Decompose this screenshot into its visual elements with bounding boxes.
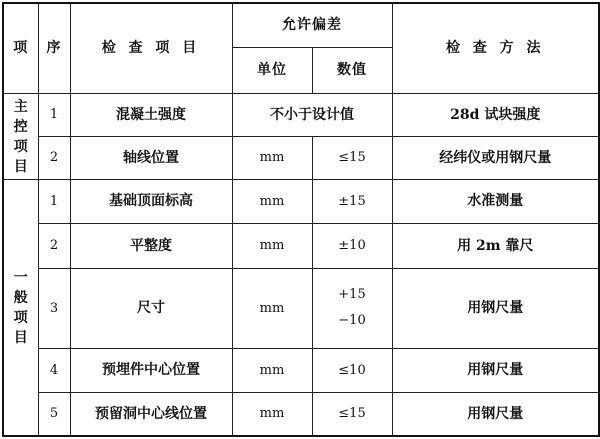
row-unit: mm xyxy=(232,180,312,224)
row-value: ≤10 xyxy=(312,349,392,393)
header-value: 数值 xyxy=(312,47,392,93)
table-row xyxy=(3,393,599,436)
header-check-item: 检 查 项 目 xyxy=(70,3,232,93)
header-unit: 单位 xyxy=(232,47,312,93)
row-item: 预埋件中心位置 xyxy=(70,349,232,393)
table-row xyxy=(3,93,599,136)
row-value-lower: −10 xyxy=(338,313,366,329)
row-seq: 4 xyxy=(38,349,70,393)
group-main-char: 主 xyxy=(13,98,28,115)
row-value-range xyxy=(312,268,392,348)
row-seq: 2 xyxy=(38,137,70,180)
table-row xyxy=(3,349,599,393)
row-method: 经纬仪或用钢尺量 xyxy=(392,137,599,180)
row-value: ±10 xyxy=(312,224,392,268)
row-seq: 1 xyxy=(38,180,70,224)
row-method: 用钢尺量 xyxy=(392,349,599,393)
row-seq: 2 xyxy=(38,224,70,268)
row-item: 尺寸 xyxy=(70,268,232,348)
header-row-1 xyxy=(3,3,599,47)
table-row xyxy=(3,180,599,224)
row-item: 混凝土强度 xyxy=(70,93,232,136)
group-general-char: 项 xyxy=(13,309,28,326)
table-row xyxy=(3,137,599,180)
row-unit: mm xyxy=(232,137,312,180)
header-tolerance: 允许偏差 xyxy=(232,3,392,47)
row-unit: mm xyxy=(232,224,312,268)
row-value: ≤15 xyxy=(312,393,392,436)
group-main-char: 项 xyxy=(13,138,28,155)
group-general-label xyxy=(3,180,38,436)
header-seq: 序 xyxy=(38,3,70,93)
header-method: 检 查 方 法 xyxy=(392,3,599,93)
row-item: 基础顶面标高 xyxy=(70,180,232,224)
row-seq: 1 xyxy=(38,93,70,136)
row-unit: mm xyxy=(232,393,312,436)
row-method: 水准测量 xyxy=(392,180,599,224)
group-main-char: 目 xyxy=(13,158,28,175)
group-general-char: 目 xyxy=(13,329,28,346)
row-method: 28d 试块强度 xyxy=(392,93,599,136)
group-main-char: 控 xyxy=(13,118,28,135)
table-row xyxy=(3,224,599,268)
inspection-table xyxy=(2,2,600,437)
row-unit: mm xyxy=(232,268,312,348)
row-item: 预留洞中心线位置 xyxy=(70,393,232,436)
row-value: ≤15 xyxy=(312,137,392,180)
row-value: ±15 xyxy=(312,180,392,224)
group-general-char: 般 xyxy=(13,289,28,306)
group-main-label xyxy=(3,93,38,179)
row-item: 轴线位置 xyxy=(70,137,232,180)
row-method: 用钢尺量 xyxy=(392,393,599,436)
header-item: 项 xyxy=(3,3,38,93)
row-seq: 3 xyxy=(38,268,70,348)
row-value-upper: +15 xyxy=(338,287,366,303)
row-tolerance-combined: 不小于设计值 xyxy=(232,93,392,136)
row-item: 平整度 xyxy=(70,224,232,268)
row-unit: mm xyxy=(232,349,312,393)
row-seq: 5 xyxy=(38,393,70,436)
table-row xyxy=(3,268,599,348)
row-method: 用 2m 靠尺 xyxy=(392,224,599,268)
group-general-char: 一 xyxy=(13,269,28,286)
row-method: 用钢尺量 xyxy=(392,268,599,348)
